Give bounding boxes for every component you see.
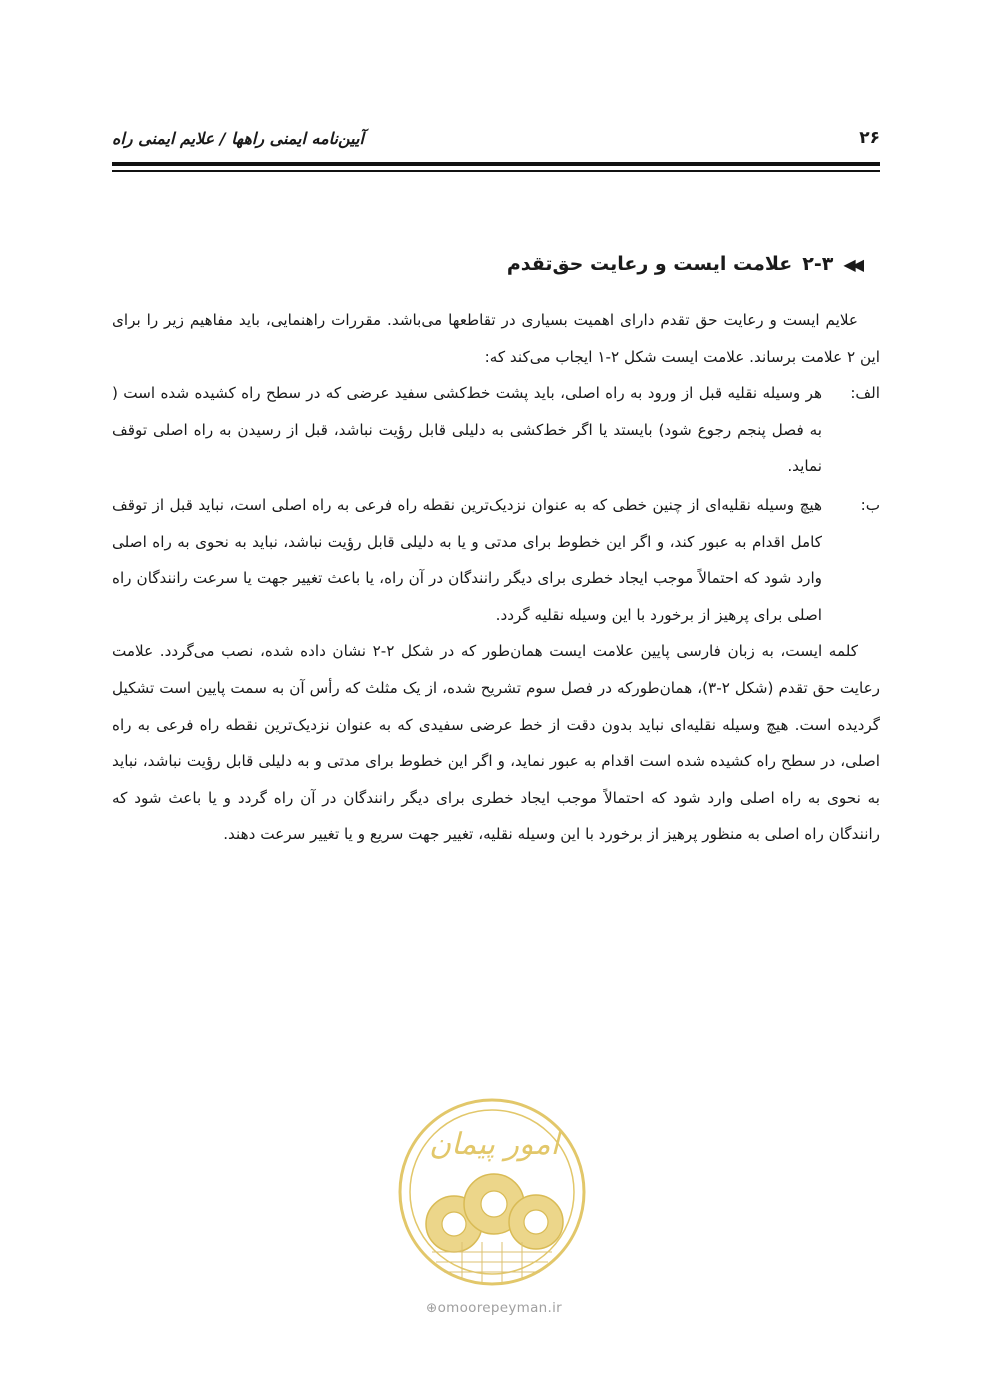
- watermark-url: [384, 1300, 604, 1316]
- double-arrow-icon: ◀◀: [843, 254, 860, 274]
- page-header: [112, 128, 880, 148]
- list-item-label: ب:: [860, 495, 880, 514]
- list-item-be: [112, 487, 880, 633]
- body-text: [112, 302, 880, 853]
- list-item-alef: [112, 375, 880, 485]
- watermark-logo: [372, 1092, 612, 1292]
- header-rule-thick: [112, 162, 880, 166]
- copyright-icon: ⊕: [425, 1300, 438, 1316]
- watermark-url-text: omoorepeyman.ir: [437, 1300, 563, 1316]
- running-title: آیین‌نامه ایمنی راهها / علایم ایمنی راه: [112, 128, 364, 148]
- header-rule-thin: [112, 170, 880, 172]
- list-item-label: الف:: [850, 384, 880, 403]
- excavator-icon: [524, 1210, 548, 1234]
- section-title: علامت ایست و رعایت حق‌تقدم: [506, 253, 793, 275]
- page-number: ۲۶: [859, 128, 880, 148]
- closing-paragraph: کلمه ایست، به زبان فارسی پایین علامت ایست همان‌طور که در شکل ۲-۲ نشان داده شده، نصب می‌گردد. علامت رعایت حق تقدم (شکل ۲-۳)، همان‌طورکه در فصل سوم تشریح شده، از یک مثلث که رأس آن به سمت پایین است تشکیل گردیده است. هیچ وسیله نقلیه‌ای نباید بدون دقت از خط عرضی سفیدی که به عنوان نزدیک‌ترین نقطه راه فرعی به راه اصلی، در سطح راه کشیده شده است اقدام به عبور نماید، و اگر این خطوط برای مدتی و به دلیلی قابل رؤیت نباشد، نباید به نحوی به راه اصلی وارد شود که احتمالاً موجب ایجاد خطری برای دیگر رانندگان در آن راه گردد و یا باعث شود که رانندگان راه اصلی به منظور پرهیز از برخورد با این وسیله نقلیه، تغییر جهت سریع و یا تغییر سرعت دهند.: [112, 642, 880, 844]
- logo-lettering: امور پیمان: [429, 1127, 559, 1162]
- section-number: ۲-۳: [802, 253, 834, 275]
- section-heading: [507, 253, 860, 275]
- scales-icon: [442, 1212, 466, 1236]
- building-icon: [481, 1191, 507, 1217]
- intro-paragraph: علایم ایست و رعایت حق تقدم دارای اهمیت بسیاری در تقاطعها می‌باشد. مقررات راهنمایی، باید مفاهیم زیر را برای این ۲ علامت برساند. علامت ایست شکل ۲-۱ ایجاب می‌کند که:: [112, 311, 880, 366]
- list-item-text: هیچ وسیله نقلیه‌ای از چنین خطی که به عنوان نزدیک‌ترین نقطه راه فرعی به راه اصلی است، نباید قبل از توقف کامل اقدام به عبور کند، و اگر این خطوط برای مدتی و یا به دلیلی قابل رؤیت نباشد، نباید به نحوی به راه اصلی وارد شود که احتمالاً موجب ایجاد خطری برای دیگر رانندگان در آن راه، یا باعث تغییر جهت یا سرعت رانندگان راه اصلی برای پرهیز از برخورد با این وسیله نقلیه گردد.: [112, 495, 822, 624]
- list-item-text: هر وسیله نقلیه قبل از ورود به راه اصلی، باید پشت خط‌کشی سفید عرضی که در سطح راه کشیده شده است ( به فصل پنجم رجوع شود) بایستد یا اگر خط‌کشی به دلیلی قابل رؤیت نباشد، قبل از رسیدن به راه اصلی توقف نماید.: [112, 384, 822, 476]
